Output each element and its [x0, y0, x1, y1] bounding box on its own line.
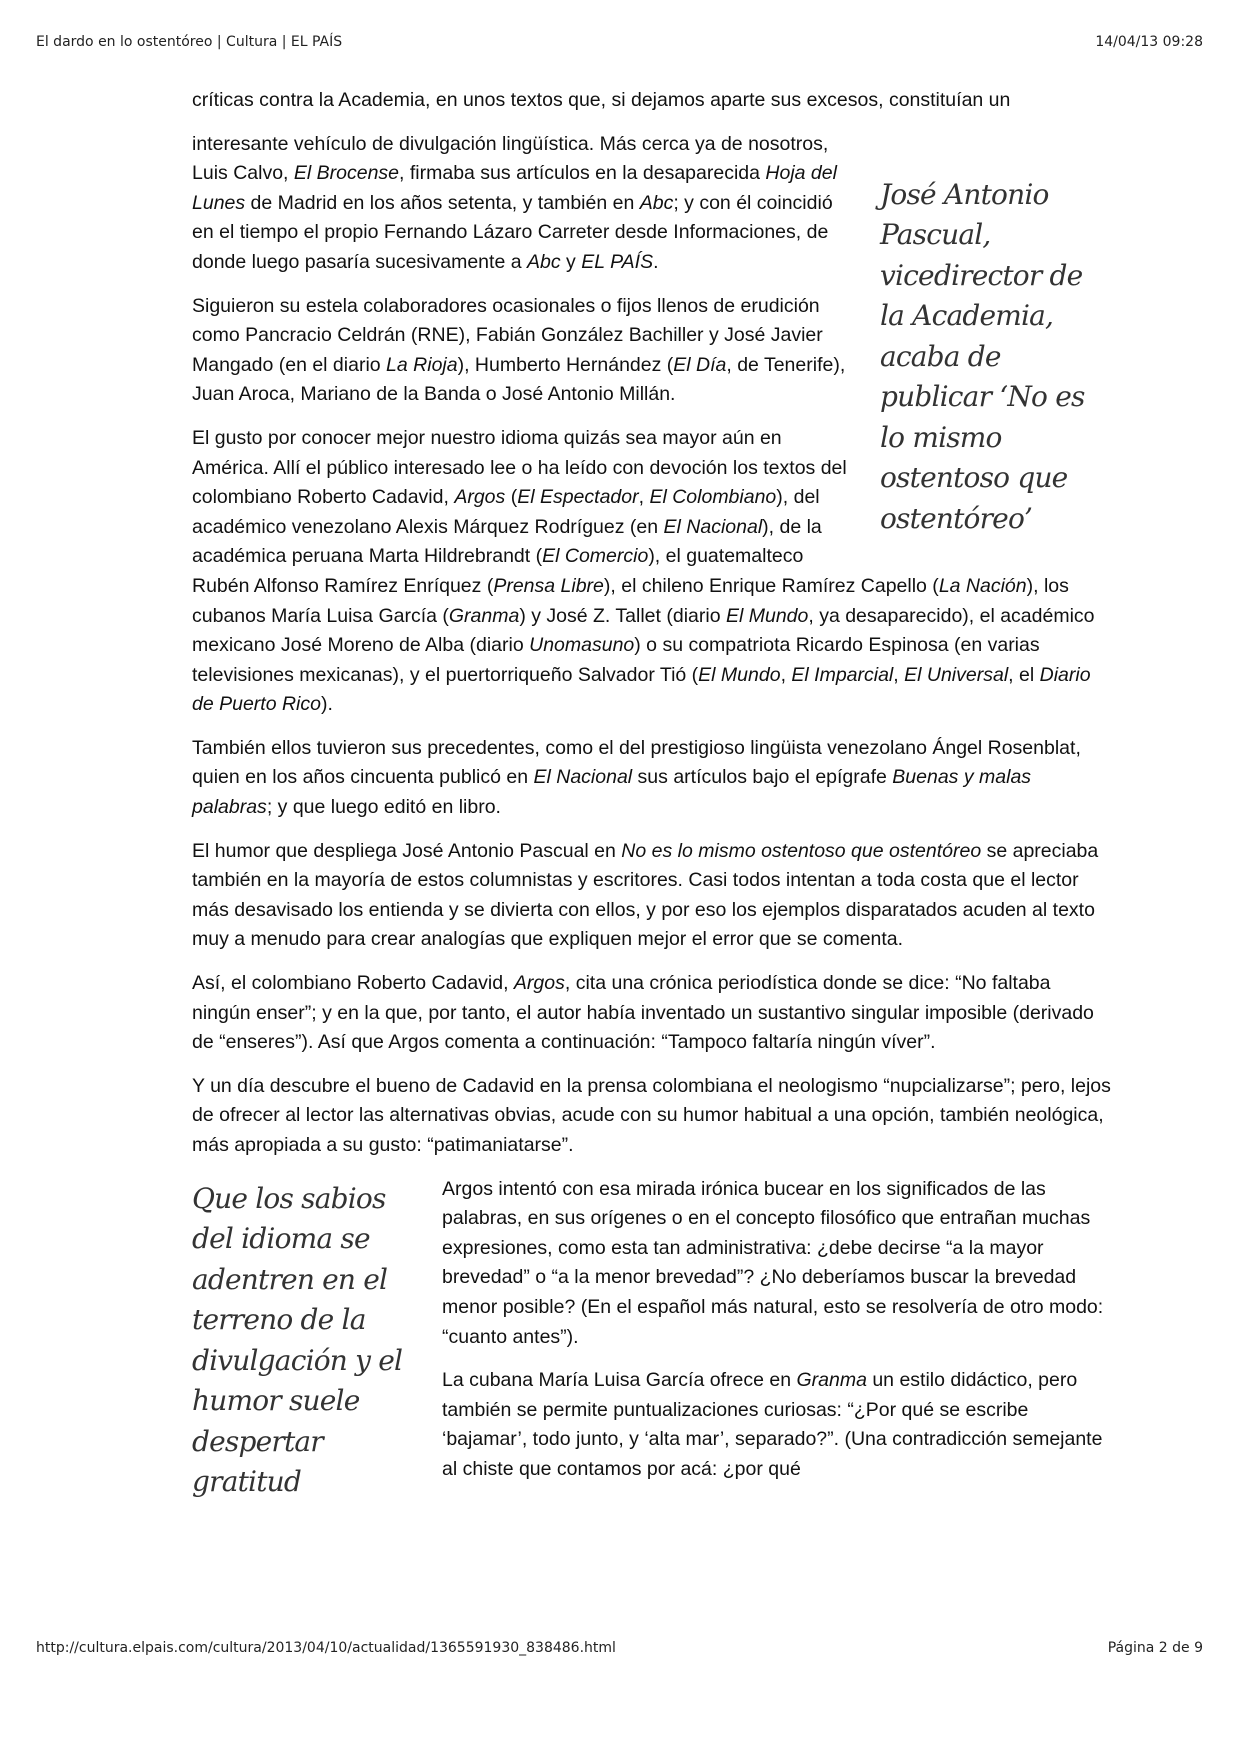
- article-paragraph: interesante vehículo de divulgación lingüística. Más cerca ya de nosotros, Luis Calvo, El Brocense, firmaba sus artículos en la desaparecida Hoja del Lunes de Madrid en los años setenta, y también en Abc; y con él coincidió en el tiempo el propio Fernando Lázaro Carreter desde Informaciones, de donde luego pasaría sucesivamente a Abc y EL PAÍS.: [192, 132, 837, 273]
- page-url: http://cultura.elpais.com/cultura/2013/04/10/actualidad/1365591930_838486.html: [36, 1640, 616, 1656]
- print-header: [36, 34, 1203, 54]
- print-footer: [36, 1640, 1203, 1660]
- pull-quote: José Antonio Pascual, vicedirector de la Academia, acaba de publicar ‘No es lo mismo ostentoso que ostentóreo’: [880, 177, 1085, 535]
- article-paragraph: Argos intentó con esa mirada irónica bucear en los significados de las palabras, en sus orígenes o en el concepto filosófico que entrañan muchas expresiones, como esta tan administrativa: ¿debe decirse “a la mayor brevedad” o “a la menor brevedad”? ¿No deberíamos buscar la brevedad menor posible? (En el español más natural, esto se resolvería de otro modo: “cuanto antes”).: [442, 1177, 1104, 1348]
- article-paragraph: El humor que despliega José Antonio Pascual en No es lo mismo ostentoso que ostentóreo se apreciaba también en la mayoría de estos columnistas y escritores. Casi todos intentan a toda costa que el lector más desavisado los entienda y se divierta con ellos, y por eso los ejemplos disparatados acuden al texto muy a menudo para crear analogías que expliquen mejor el error que se comenta.: [192, 839, 1099, 951]
- article-paragraph: Y un día descubre el bueno de Cadavid en la prensa colombiana el neologismo “nupcializarse”; pero, lejos de ofrecer al lector las alternativas obvias, acude con su humor habitual a una opción, también neológica, más apropiada a su gusto: “patimaniatarse”.: [192, 1074, 1111, 1156]
- page-title: El dardo en lo ostentóreo | Cultura | EL PAÍS: [36, 34, 343, 50]
- print-datetime: 14/04/13 09:28: [1095, 34, 1203, 50]
- article-line: críticas contra la Academia, en unos textos que, si dejamos aparte sus excesos, constituían un: [192, 89, 1011, 111]
- article-paragraph: Así, el colombiano Roberto Cadavid, Argos, cita una crónica periodística donde se dice: “No faltaba ningún enser”; y en la que, por tanto, el autor había inventado un sustantivo singular imposible (derivado de “enseres”). Así que Argos comenta a continuación: “Tampoco faltaría ningún víver”.: [192, 972, 1094, 1054]
- page-number: Página 2 de 9: [1107, 1640, 1203, 1656]
- pull-quote: Que los sabios del idioma se adentren en el terreno de la divulgación y el humor suele despertar gratitud: [192, 1181, 403, 1499]
- article-paragraph: Siguieron su estela colaboradores ocasionales o fijos llenos de erudición como Pancracio Celdrán (RNE), Fabián González Bachiller y José Javier Mangado (en el diario La Rioja), Humberto Hernández (El Día, de Tenerife), Juan Aroca, Mariano de la Banda o José Antonio Millán.: [192, 294, 846, 406]
- article-paragraph: También ellos tuvieron sus precedentes, como el del prestigioso lingüista venezolano Ángel Rosenblat, quien en los años cincuenta publicó en El Nacional sus artículos bajo el epígrafe Buenas y malas palabras; y que luego editó en libro.: [192, 736, 1081, 819]
- article-body: [192, 86, 1112, 1503]
- article-paragraph: El gusto por conocer mejor nuestro idioma quizás sea mayor aún en América. Allí el público interesado lee o ha leído con devoción los textos del colombiano Roberto Cadavid, Argos (El Espectador, El Colombiano), del académico venezolano Alexis Márquez Rodríguez (en El Nacional), de la académica peruana Marta Hildrebrandt (El Comercio), el guatemalteco Rubén Alfonso Ramírez Enríquez (Prensa Libre), el chileno Enrique Ramírez Capello (La Nación), los cubanos María Luisa García (Granma) y José Z. Tallet (diario El Mundo, ya desaparecido), el académico mexicano José Moreno de Alba (diario Unomasuno) o su compatriota Ricardo Espinosa (en varias televisiones mexicanas), y el puertorriqueño Salvador Tió (El Mundo, El Imparcial, El Universal, el Diario de Puerto Rico).: [192, 426, 1095, 716]
- article-paragraph: La cubana María Luisa García ofrece en Granma un estilo didáctico, pero también se permite puntualizaciones curiosas: “¿Por qué se escribe ‘bajamar’, todo junto, y ‘alta mar’, separado?”. (Una contradicción semejante al chiste que contamos por acá: ¿por qué: [442, 1369, 1103, 1480]
